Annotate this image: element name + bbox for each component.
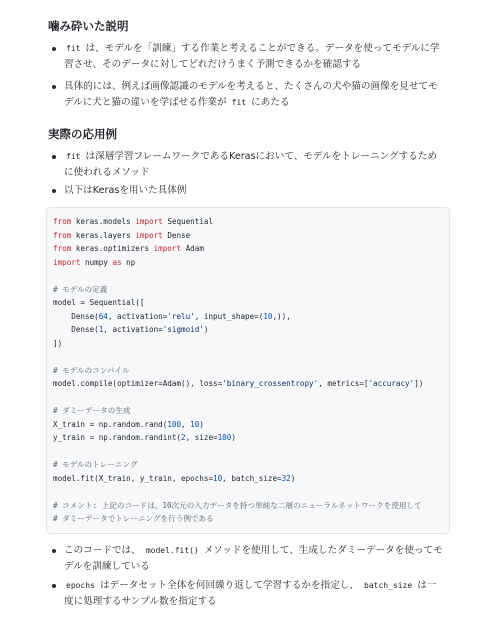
inline-code: batch_size (364, 581, 413, 590)
inline-code: fit (231, 97, 247, 107)
code-line: # モデルのコンパイル (53, 365, 130, 375)
list-item-text: 具体的には、例えば画像認識のモデルを考えると、たくさんの犬や猫の画像を見せてモデルに犬と猫の違いを学ばせる作業が (64, 81, 438, 108)
code-line: # モデルの定義 (53, 284, 108, 294)
inline-code: epochs (66, 581, 95, 590)
code-line: model.compile(optimizer=Adam(), loss='binary_crossentropy', metrics=['accuracy']) (53, 379, 424, 388)
code-line: # コメント: 上記のコードは、10次元の入力データを持つ単純な二層のニューラルネットワークを使用して (53, 500, 422, 510)
list-item (64, 578, 446, 609)
list-item (64, 543, 446, 574)
list-item (64, 183, 446, 199)
inline-code: fit (66, 152, 81, 161)
code-line: Dense(64, activation='relu', input_shape=(10,)), (53, 311, 291, 321)
section-heading-explanation: 噛み砕いた説明 (48, 19, 129, 33)
list-item-text: は一度に処理するサンプル数を指定する (64, 580, 437, 607)
list-item (64, 149, 446, 180)
list-item-text: 以下はKerasを用いた具体例 (64, 185, 187, 196)
section-heading-examples: 実際の応用例 (48, 127, 117, 141)
code-block (46, 207, 450, 534)
code-line: from keras.models import Sequential (53, 217, 214, 226)
code-line: import numpy as np (53, 257, 136, 267)
code-line: X_train = np.random.rand(100, 10) (53, 419, 204, 429)
list-item-text: はデータセット全体を何回繰り返して学習するかを指定し、 (96, 580, 363, 591)
code-line: # ダミーデータでトレーニングを行う例である (53, 514, 214, 523)
code-line: # モデルのトレーニング (53, 460, 138, 469)
list-item-text: メソッドを使用して、生成したダミーデータを使ってモデルを訓練している (64, 545, 443, 572)
list-item-text: このコードでは、 (64, 545, 144, 556)
list-item (64, 79, 446, 110)
code-line: # ダミーデータの生成 (53, 406, 131, 415)
code-line: model.fit(X_train, y_train, epochs=10, batch_size=32) (53, 473, 296, 483)
code-line: y_train = np.random.randint(2, size=100) (53, 433, 236, 442)
code-line: from keras.layers import Dense (53, 230, 191, 240)
list-item-text: は深層学習フレームワークであるKerasにおいて、モデルをトレーニングするために使われるメソッド (64, 151, 437, 178)
code-line: from keras.optimizers import Adam (53, 244, 204, 253)
inline-code: model.fit() (145, 546, 199, 555)
code-line: model = Sequential([ (53, 298, 145, 307)
code-line: ]) (53, 338, 63, 348)
list-item-text: は、モデルを「訓練」する作業と考えることができる。データを使ってモデルに学習させ、そのデータに対してどれだけうまく予測できるかを確認する (64, 43, 440, 70)
inline-code: fit (66, 44, 81, 53)
list-item (64, 41, 446, 72)
code-line: Dense(1, activation='sigmoid') (53, 325, 209, 334)
list-item-text: にあたる (248, 96, 290, 108)
